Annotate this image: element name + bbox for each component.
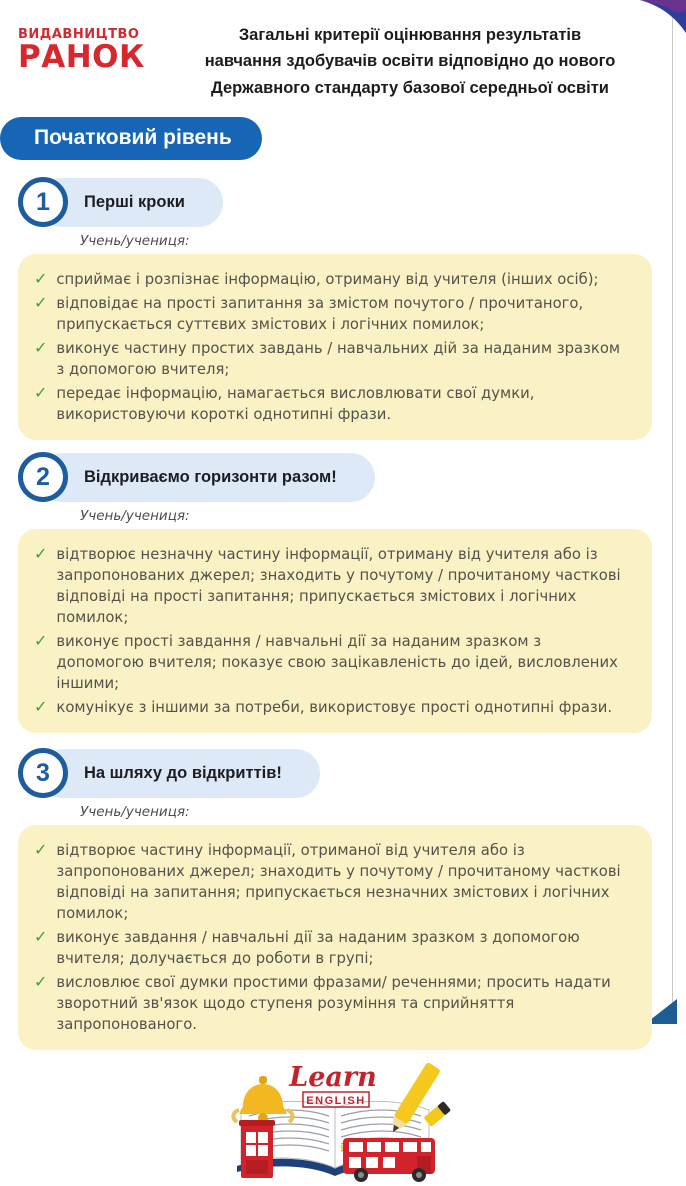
section-2-criteria-box: [18, 529, 652, 733]
criteria-text: сприймає і розпізнає інформацію, отриману від учителя (інших осіб);: [56, 271, 599, 289]
criteria-text: виконує завдання / навчальні дії за наданим зразком з допомогою вчителя; долучається до роботи в групі;: [56, 929, 580, 968]
section-2-heading: Відкриваємо горизонти разом!: [38, 453, 375, 502]
phone-booth-icon: [239, 1120, 275, 1178]
learn-english-logo: [288, 1062, 377, 1107]
criteria-text: передає інформацію, намагається висловлювати свої думки, використовуючи короткі однотипні фрази.: [56, 385, 535, 424]
list-item: [34, 631, 632, 694]
criteria-text: виконує частину простих завдань / навчальних дій за наданим зразком з допомогою вчителя;: [56, 340, 621, 379]
section-3-header: [18, 748, 652, 798]
level-badge: Початковий рівень: [0, 117, 262, 160]
title-line-1: Загальні критерії оцінювання результатів: [238, 26, 582, 44]
list-item: [34, 383, 632, 425]
section-1-number-circle: 1: [18, 177, 68, 227]
checkmark-icon: ✓: [34, 927, 48, 947]
section-3-criteria-box: [18, 825, 652, 1050]
criteria-text: відтворює частину інформації, отриманої від учителя або із запропонованих джерел; знаходить у почутому / прочитаному часткові відповіді на запитання; припускається незначних змістових і логічних помилок;: [56, 842, 621, 923]
list-item: [34, 269, 632, 290]
publisher-logo-line1: ВИДАВНИЦТВО: [18, 27, 140, 42]
ranok-publisher-logo: [18, 20, 168, 74]
section-3-number-circle: 3: [18, 748, 68, 798]
list-item: [34, 293, 632, 335]
checkmark-icon: ✓: [34, 383, 48, 403]
section-2-header: [18, 452, 652, 502]
criteria-text: відповідає на прості запитання за змістом почутого / прочитаного, припускається суттєвих змістових і логічних помилок;: [56, 295, 584, 334]
list-item: [34, 972, 632, 1035]
svg-text:ENGLISH: ENGLISH: [306, 1095, 366, 1108]
criteria-text: відтворює незначну частину інформації, отриману від учителя або із запропонованих джерел; знаходить у почутому / прочитаному часткові відповіді на прості запитання; припускається змістових і логічних помилок;: [56, 546, 621, 627]
list-item: [34, 927, 632, 969]
section-1-heading: Перші кроки: [38, 178, 223, 227]
section-level-1: [18, 177, 652, 440]
checkmark-icon: ✓: [34, 631, 48, 651]
section-1-subject-label: Учень/учениця:: [80, 233, 190, 250]
section-1-header: [18, 177, 652, 227]
criteria-text: висловлює свої думки простими фразами/ реченнями; просить надати зворотний зв'язок щодо ступеня розуміння та сприйняття запропонованого.: [56, 974, 611, 1034]
bus-icon: [343, 1138, 435, 1182]
page-title: [168, 20, 652, 101]
svg-text:Learn: Learn: [289, 1062, 377, 1094]
list-item: [34, 544, 632, 628]
section-1-criteria-box: [18, 254, 652, 440]
checkmark-icon: ✓: [34, 269, 48, 289]
checkmark-icon: ✓: [34, 840, 48, 860]
criteria-text: комунікує з іншими за потреби, використовує прості однотипні фрази.: [56, 699, 613, 717]
checkmark-icon: ✓: [34, 293, 48, 313]
title-line-2: навчання здобувачів освіти відповідно до нового: [204, 52, 616, 71]
learn-english-illustration: [18, 1060, 652, 1186]
criteria-text: виконує прості завдання / навчальні дії за наданим зразком з допомогою вчителя; показує свою зацікавленість до ідей, висловлених іншими;: [56, 633, 618, 693]
section-2-subject-label: Учень/учениця:: [80, 508, 190, 525]
list-item: [34, 697, 632, 718]
checkmark-icon: ✓: [34, 972, 48, 992]
header: [18, 20, 652, 101]
section-level-3: [18, 748, 652, 1050]
section-2-number-circle: 2: [18, 452, 68, 502]
checkmark-icon: ✓: [34, 544, 48, 564]
section-level-2: [18, 452, 652, 733]
section-3-subject-label: Учень/учениця:: [80, 804, 190, 821]
list-item: [34, 840, 632, 924]
checkmark-icon: ✓: [34, 697, 48, 717]
publisher-logo-line2: РАНОК: [18, 39, 145, 76]
title-line-3: Державного стандарту базової середньої освіти: [211, 78, 609, 97]
section-3-heading: На шляху до відкриттів!: [38, 749, 320, 798]
checkmark-icon: ✓: [34, 338, 48, 358]
list-item: [34, 338, 632, 380]
